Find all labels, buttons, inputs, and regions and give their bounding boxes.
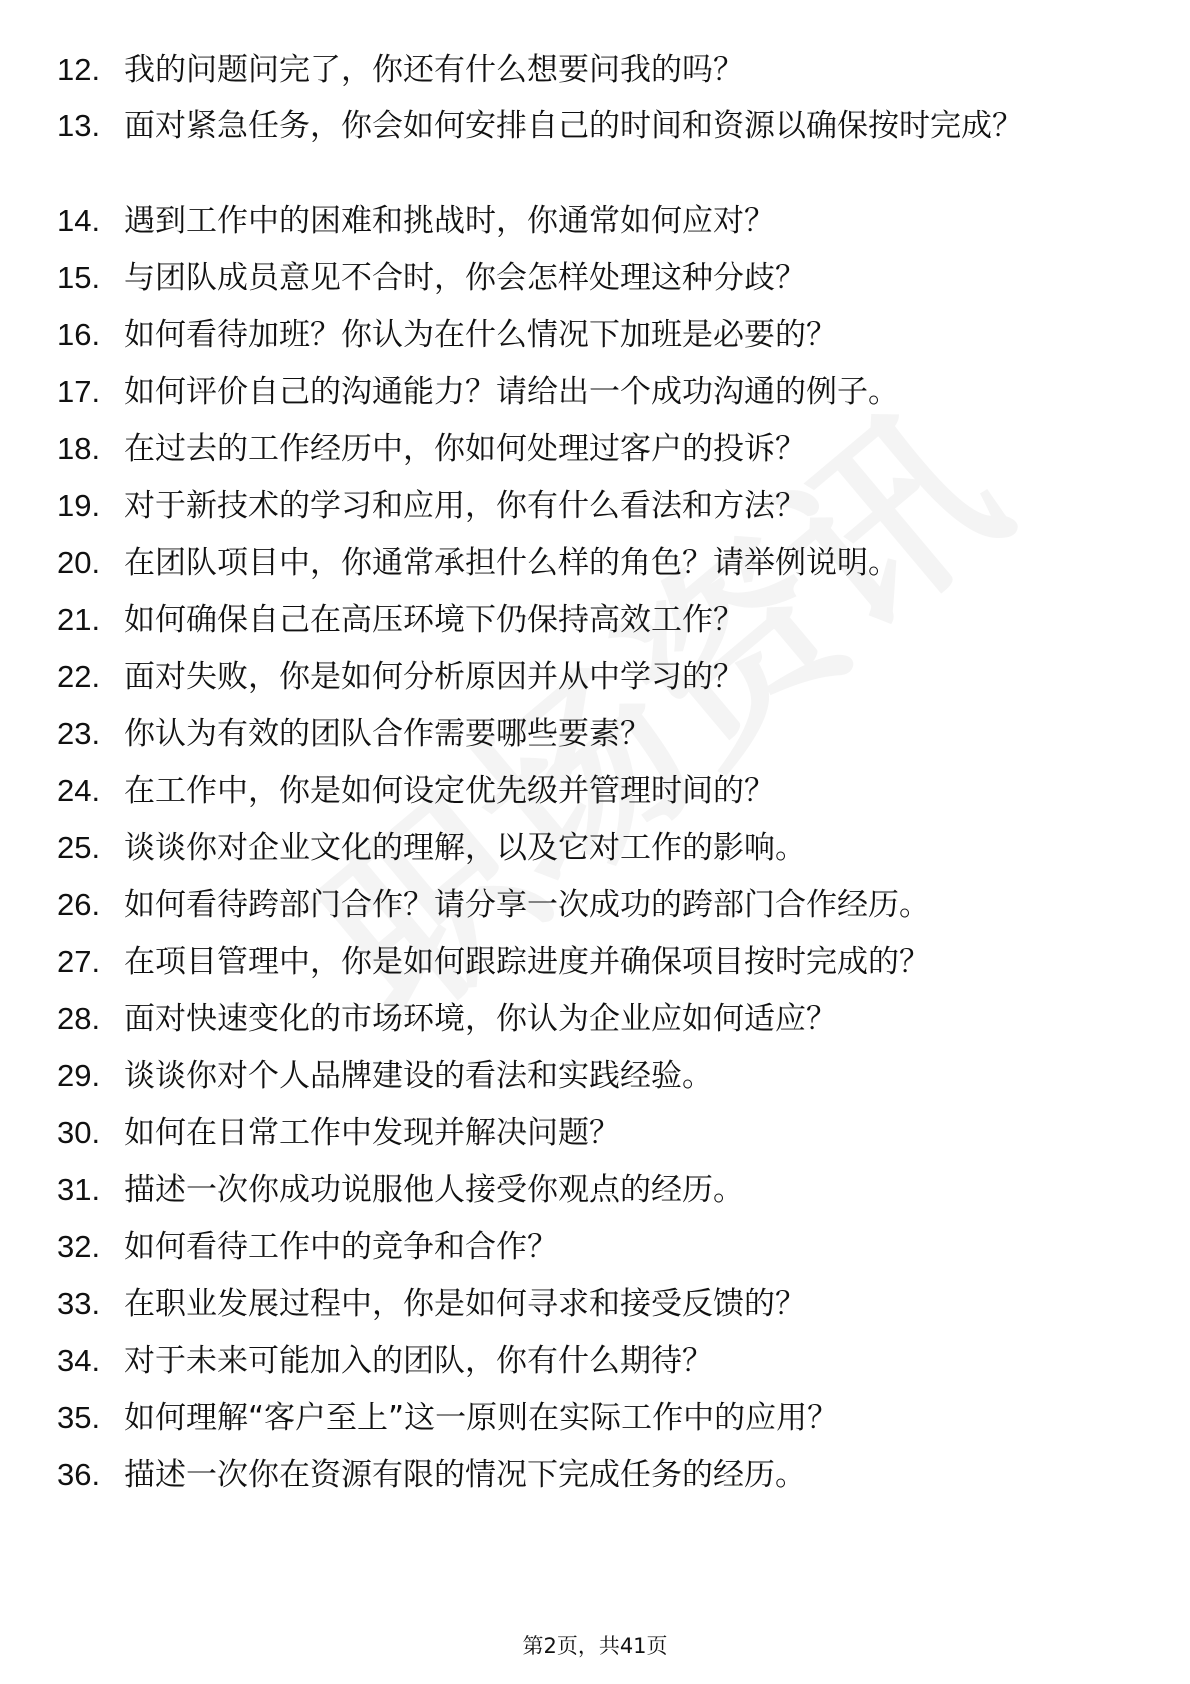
list-item — [57, 997, 1107, 1041]
item-text: 描述一次你成功说服他人接受你观点的经历。 — [124, 1172, 744, 1208]
item-number: 35. — [57, 1400, 101, 1435]
list-item — [57, 769, 1107, 813]
item-text: 你认为有效的团队合作需要哪些要素？ — [124, 716, 651, 752]
item-text: 如何看待加班？你认为在什么情况下加班是必要的？ — [124, 317, 837, 353]
item-number: 31. — [57, 1172, 101, 1207]
item-number: 19. — [57, 488, 101, 523]
item-text: 如何评价自己的沟通能力？请给出一个成功沟通的例子。 — [124, 374, 899, 410]
list-item — [57, 883, 1107, 927]
item-number: 22. — [57, 659, 101, 694]
item-text: 遇到工作中的困难和挑战时，你通常如何应对？ — [124, 203, 775, 239]
item-text: 对于新技术的学习和应用，你有什么看法和方法？ — [124, 488, 806, 524]
item-number: 26. — [57, 887, 101, 922]
item-text: 与团队成员意见不合时，你会怎样处理这种分歧？ — [124, 260, 806, 296]
list-item — [57, 826, 1107, 870]
item-text: 谈谈你对个人品牌建设的看法和实践经验。 — [124, 1058, 713, 1094]
list-item — [57, 484, 1107, 528]
list-item — [57, 1339, 1107, 1383]
list-item — [57, 1282, 1107, 1326]
item-text: 对于未来可能加入的团队，你有什么期待？ — [124, 1343, 713, 1379]
list-item — [57, 1168, 1107, 1212]
list-item — [57, 655, 1107, 699]
list-item — [57, 313, 1107, 357]
item-text: 描述一次你在资源有限的情况下完成任务的经历。 — [124, 1457, 806, 1493]
item-text: 我的问题问完了，你还有什么想要问我的吗？ — [124, 52, 744, 88]
list-item — [57, 199, 1107, 243]
item-number: 18. — [57, 431, 101, 466]
list-item — [57, 1054, 1107, 1098]
list-item — [57, 104, 1107, 148]
item-text: 在工作中，你是如何设定优先级并管理时间的？ — [124, 773, 775, 809]
item-text: 如何理解“客户至上”这一原则在实际工作中的应用？ — [124, 1400, 839, 1436]
item-number: 34. — [57, 1343, 101, 1378]
item-text: 谈谈你对企业文化的理解，以及它对工作的影响。 — [124, 830, 806, 866]
item-number: 28. — [57, 1001, 101, 1036]
item-number: 12. — [57, 52, 101, 87]
list-item — [57, 940, 1107, 984]
item-text: 面对紧急任务，你会如何安排自己的时间和资源以确保按时完成？ — [124, 108, 1023, 144]
item-number: 30. — [57, 1115, 101, 1150]
item-text: 如何在日常工作中发现并解决问题？ — [124, 1115, 620, 1151]
list-item — [57, 1111, 1107, 1155]
item-text: 如何确保自己在高压环境下仍保持高效工作？ — [124, 602, 744, 638]
item-text: 面对快速变化的市场环境，你认为企业应如何适应？ — [124, 1001, 837, 1037]
item-number: 13. — [57, 108, 101, 143]
item-number: 36. — [57, 1457, 101, 1492]
item-number: 15. — [57, 260, 101, 295]
item-number: 21. — [57, 602, 101, 637]
item-number: 29. — [57, 1058, 101, 1093]
list-item — [57, 712, 1107, 756]
item-text: 在项目管理中，你是如何跟踪进度并确保项目按时完成的？ — [124, 944, 930, 980]
list-item — [57, 370, 1107, 414]
item-text: 在职业发展过程中，你是如何寻求和接受反馈的？ — [124, 1286, 806, 1322]
item-number: 24. — [57, 773, 101, 808]
item-number: 27. — [57, 944, 101, 979]
list-item — [57, 427, 1107, 471]
list-item — [57, 256, 1107, 300]
item-number: 32. — [57, 1229, 101, 1264]
list-item — [57, 598, 1107, 642]
item-number: 33. — [57, 1286, 101, 1321]
list-item — [57, 541, 1107, 585]
item-number: 14. — [57, 203, 101, 238]
list-item — [57, 1396, 1107, 1440]
item-text: 如何看待跨部门合作？请分享一次成功的跨部门合作经历。 — [124, 887, 930, 923]
item-number: 20. — [57, 545, 101, 580]
item-number: 16. — [57, 317, 101, 352]
list-item — [57, 1225, 1107, 1269]
item-text: 如何看待工作中的竞争和合作？ — [124, 1229, 558, 1265]
item-text: 在团队项目中，你通常承担什么样的角色？请举例说明。 — [124, 545, 899, 581]
item-number: 17. — [57, 374, 101, 409]
item-number: 25. — [57, 830, 101, 865]
list-item — [57, 1453, 1107, 1497]
page-number: 第2页，共41页 — [522, 1634, 668, 1658]
list-item — [57, 48, 1107, 92]
item-text: 在过去的工作经历中，你如何处理过客户的投诉？ — [124, 431, 806, 467]
item-number: 23. — [57, 716, 101, 751]
item-text: 面对失败，你是如何分析原因并从中学习的？ — [124, 659, 744, 695]
